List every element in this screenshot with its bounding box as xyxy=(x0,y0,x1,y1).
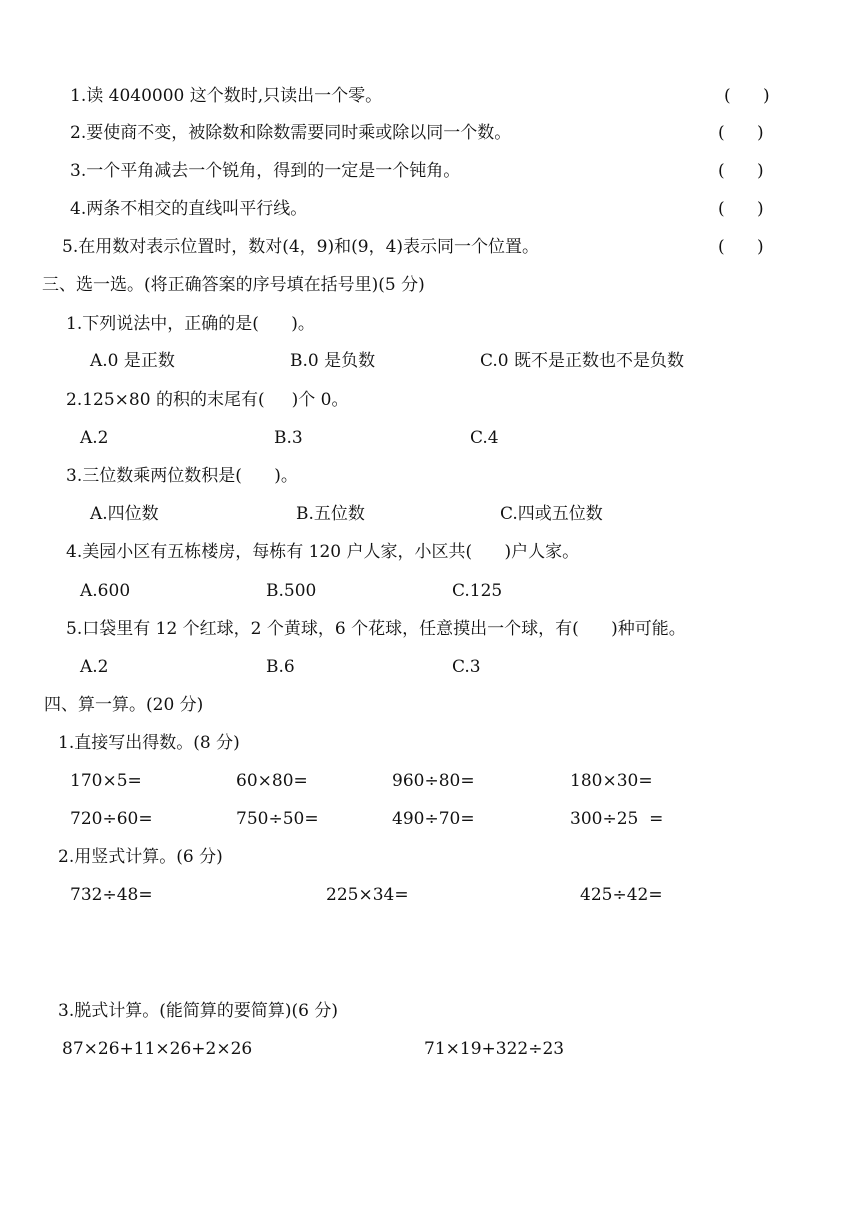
judge-item-3: 3.一个平角减去一个锐角，得到的一定是一个钝角。 xyxy=(70,161,461,181)
judge-item-1: 1.读 4040000 这个数时,只读出一个零。 xyxy=(70,86,383,106)
answer-paren-3[interactable]: ( ) xyxy=(718,161,764,181)
calc-item: 720÷60= xyxy=(70,809,153,829)
question-3: 3.三位数乘两位数积是( )。 xyxy=(66,466,298,486)
step-calc-item: 87×26+11×26+2×26 xyxy=(62,1039,253,1059)
step-calc-item: 71×19+322÷23 xyxy=(424,1039,565,1059)
option-1b[interactable]: B.0 是负数 xyxy=(290,351,376,371)
question-5: 5.口袋里有 12 个红球，2 个黄球，6 个花球，任意摸出一个球，有( )种可能。 xyxy=(66,619,686,639)
section-3-title: 三、选一选。(将正确答案的序号填在括号里)(5 分) xyxy=(42,275,425,295)
question-4: 4.美园小区有五栋楼房，每栋有 120 户人家，小区共( )户人家。 xyxy=(66,542,580,562)
part-3-title: 3.脱式计算。(能简算的要简算)(6 分) xyxy=(58,1001,338,1021)
answer-paren-4[interactable]: ( ) xyxy=(718,199,764,219)
vertical-calc-item: 425÷42= xyxy=(580,885,663,905)
calc-item: 300÷25 = xyxy=(570,809,664,829)
option-3b[interactable]: B.五位数 xyxy=(296,504,365,524)
part-1-title: 1.直接写出得数。(8 分) xyxy=(58,733,240,753)
option-4c[interactable]: C.125 xyxy=(452,581,503,601)
option-1c[interactable]: C.0 既不是正数也不是负数 xyxy=(480,351,685,371)
answer-paren-5[interactable]: ( ) xyxy=(718,237,764,257)
answer-paren-2[interactable]: ( ) xyxy=(718,123,764,143)
vertical-calc-item: 732÷48= xyxy=(70,885,153,905)
vertical-calc-item: 225×34= xyxy=(326,885,409,905)
question-2: 2.125×80 的积的末尾有( )个 0。 xyxy=(66,390,349,410)
question-1: 1.下列说法中，正确的是( )。 xyxy=(66,314,315,334)
part-2-title: 2.用竖式计算。(6 分) xyxy=(58,847,223,867)
calc-item: 170×5= xyxy=(70,771,142,791)
calc-item: 750÷50= xyxy=(236,809,319,829)
option-2a[interactable]: A.2 xyxy=(80,428,109,448)
judge-item-5: 5.在用数对表示位置时，数对(4，9)和(9，4)表示同一个位置。 xyxy=(62,237,540,257)
calc-item: 180×30= xyxy=(570,771,653,791)
option-2c[interactable]: C.4 xyxy=(470,428,499,448)
answer-paren-1[interactable]: ( ) xyxy=(724,86,770,106)
calc-item: 960÷80= xyxy=(392,771,475,791)
judge-item-4: 4.两条不相交的直线叫平行线。 xyxy=(70,199,308,219)
option-5c[interactable]: C.3 xyxy=(452,657,481,677)
calc-item: 490÷70= xyxy=(392,809,475,829)
option-4a[interactable]: A.600 xyxy=(80,581,131,601)
section-4-title: 四、算一算。(20 分) xyxy=(44,695,204,715)
option-2b[interactable]: B.3 xyxy=(274,428,303,448)
judge-item-2: 2.要使商不变，被除数和除数需要同时乘或除以同一个数。 xyxy=(70,123,512,143)
option-4b[interactable]: B.500 xyxy=(266,581,317,601)
option-3a[interactable]: A.四位数 xyxy=(90,504,159,524)
option-1a[interactable]: A.0 是正数 xyxy=(90,351,175,371)
option-3c[interactable]: C.四或五位数 xyxy=(500,504,603,524)
calc-item: 60×80= xyxy=(236,771,308,791)
option-5b[interactable]: B.6 xyxy=(266,657,295,677)
option-5a[interactable]: A.2 xyxy=(80,657,109,677)
